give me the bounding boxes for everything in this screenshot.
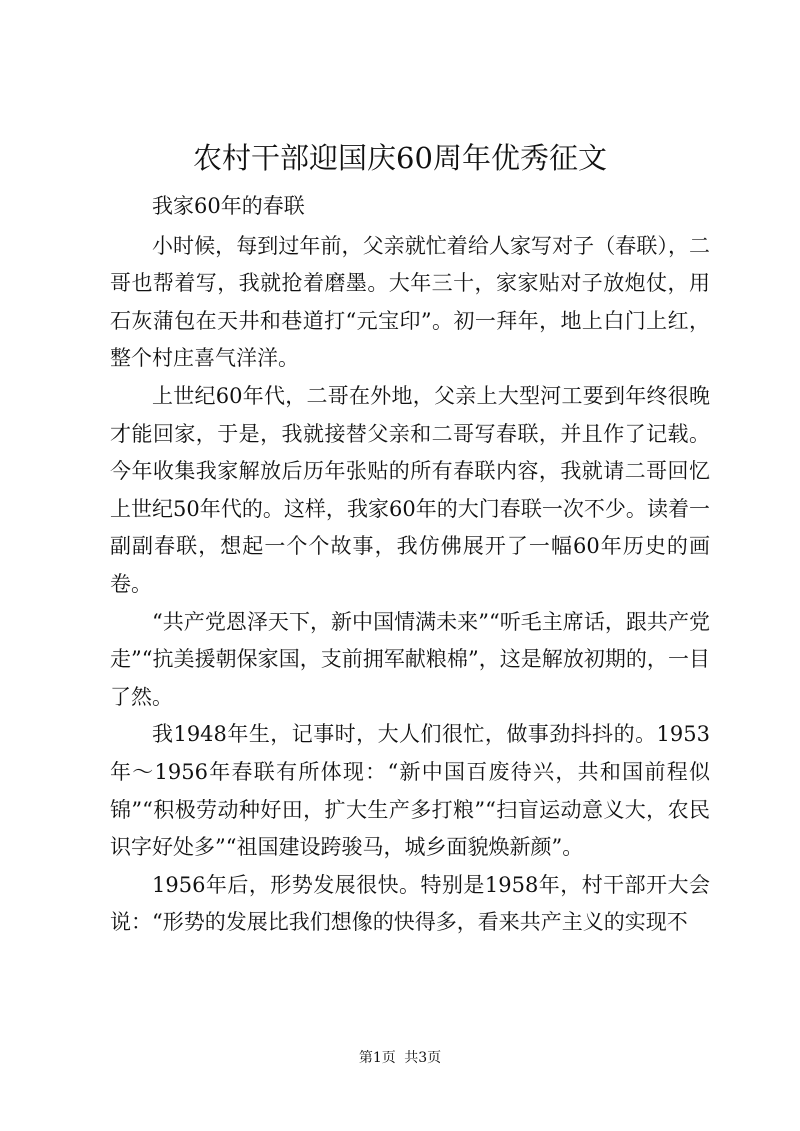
- paragraph-2: 上世纪60年代，二哥在外地，父亲上大型河工要到年终很晚才能回家，于是，我就接替父亲和二哥写春联，并且作了记载。今年收集我家解放后历年张贴的所有春联内容，我就请二哥回忆上世纪50年代的。这样，我家60年的大门春联一次不少。读着一副副春联，想起一个个故事，我仿佛展开了一幅60年历史的画卷。: [110, 383, 710, 596]
- page-footer: [0, 1048, 800, 1068]
- document-body: [110, 188, 710, 942]
- paragraph-1: 小时候，每到过年前，父亲就忙着给人家写对子（春联），二哥也帮着写，我就抢着磨墨。大年三十，家家贴对子放炮仗，用石灰蒲包在天井和巷道打“元宝印”。初一拜年，地上白门上红，整个村庄喜气洋洋。: [110, 233, 710, 371]
- page-total: 共3页: [404, 1050, 442, 1066]
- paragraph-4: 我1948年生，记事时，大人们很忙，做事劲抖抖的。1953年～1956年春联有所体现：“新中国百废待兴，共和国前程似锦”“积极劳动种好田，扩大生产多打粮”“扫盲运动意义大，农民识字好处多”“祖国建设跨骏马，城乡面貌焕新颜”。: [110, 722, 710, 860]
- document-subtitle: 我家60年的春联: [152, 194, 305, 218]
- page-number: 第1页: [358, 1050, 396, 1066]
- paragraph-3: “共产党恩泽天下，新中国情满未来”“听毛主席话，跟共产党走”“抗美援朝保家国，支前拥军献粮棉”，这是解放初期的，一目了然。: [110, 609, 710, 709]
- paragraph-5: 1956年后，形势发展很快。特别是1958年，村干部开大会说：“形势的发展比我们想像的快得多，看来共产主义的实现不: [110, 872, 710, 935]
- document-title: 农村干部迎国庆60周年优秀征文: [193, 141, 607, 175]
